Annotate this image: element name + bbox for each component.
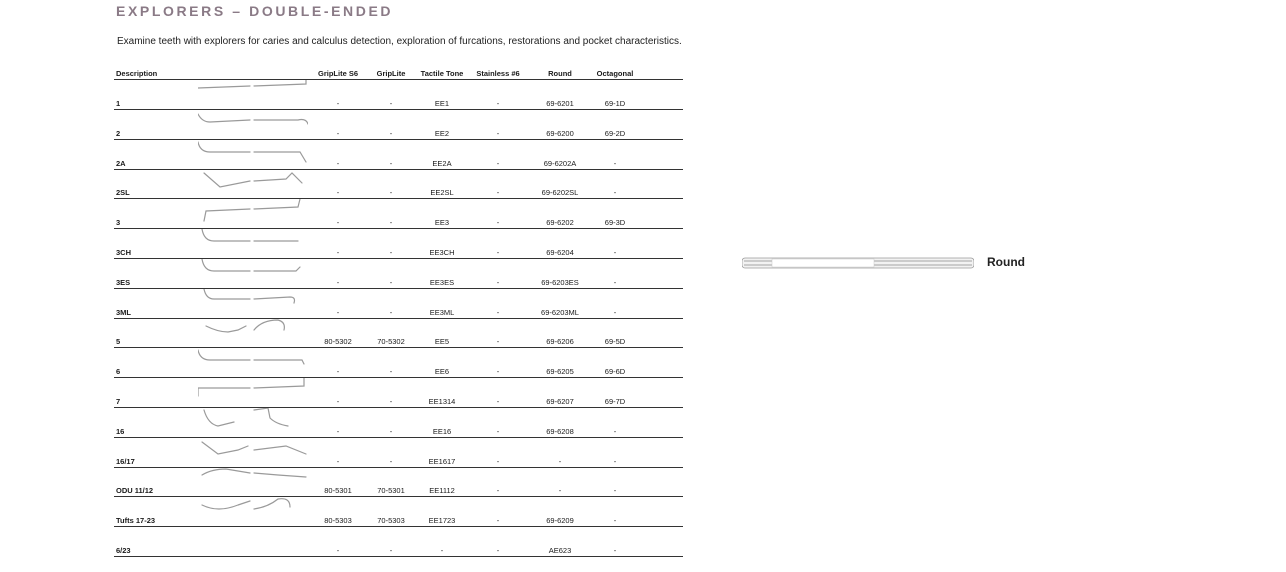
cell-stainless-6: - <box>496 277 500 287</box>
cell-stainless-6: - <box>496 516 500 526</box>
cell-round: AE623 <box>548 546 572 555</box>
cell-stainless-6: - <box>496 248 500 257</box>
table-row <box>114 378 683 408</box>
cell-tactile-tone: EE1723 <box>428 516 456 526</box>
cell-octagonal: - <box>613 516 617 526</box>
page-title: EXPLORERS – DOUBLE-ENDED <box>116 3 394 19</box>
cell-description: 2 <box>116 128 121 138</box>
explorer-tip-icon <box>198 140 308 168</box>
cell-octagonal: 69-6D <box>604 367 626 377</box>
cell-round: 69-6209 <box>546 516 574 526</box>
cell-description: 3CH <box>116 248 132 257</box>
cell-griplite-s6: - <box>336 218 340 228</box>
col-round: Round <box>548 69 572 78</box>
cell-stainless-6: - <box>496 397 500 406</box>
cell-griplite-s6: - <box>336 188 340 198</box>
cell-octagonal: - <box>613 546 617 555</box>
cell-griplite-s6: 80-5301 <box>324 486 352 496</box>
cell-griplite: - <box>389 188 393 198</box>
cell-stainless-6: - <box>496 367 500 377</box>
cell-stainless-6: - <box>496 218 500 228</box>
cell-griplite-s6: - <box>336 277 340 287</box>
cell-griplite: 70-5303 <box>377 516 405 526</box>
col-tactile-tone: Tactile Tone <box>420 69 464 78</box>
cell-tactile-tone: - <box>440 546 444 555</box>
cell-griplite-s6: 80-5302 <box>324 337 352 347</box>
cell-tactile-tone: EE16 <box>432 426 452 436</box>
table-row <box>114 259 683 289</box>
cell-description: 6 <box>116 367 121 377</box>
cell-tactile-tone: EE3ES <box>429 277 455 287</box>
cell-round: 69-6204 <box>546 248 574 257</box>
cell-octagonal: - <box>613 248 617 257</box>
explorer-tip-icon <box>198 467 308 495</box>
cell-stainless-6: - <box>496 426 500 436</box>
cell-octagonal: 69-3D <box>604 218 626 228</box>
table-row <box>114 527 683 557</box>
cell-tactile-tone: EE2 <box>434 128 450 138</box>
explorer-tip-icon <box>198 289 308 317</box>
explorer-tip-icon <box>198 318 308 346</box>
cell-griplite: - <box>389 397 393 406</box>
cell-tactile-tone: EE5 <box>434 337 450 347</box>
table-row <box>114 199 683 229</box>
cell-griplite: 70-5301 <box>377 486 405 496</box>
cell-octagonal: 69-7D <box>604 397 626 406</box>
cell-griplite: - <box>389 546 393 555</box>
table-row <box>114 467 683 497</box>
cell-griplite-s6: - <box>336 546 340 555</box>
explorer-tip-icon <box>198 408 308 436</box>
cell-griplite: - <box>389 158 393 168</box>
cell-round: 69-6202 <box>546 218 574 228</box>
cell-griplite-s6: - <box>336 397 340 406</box>
cell-round: 69-6205 <box>546 367 574 377</box>
cell-griplite-s6: - <box>336 426 340 436</box>
col-griplite: GripLite <box>376 69 406 78</box>
cell-stainless-6: - <box>496 456 500 466</box>
cell-griplite: - <box>389 128 393 138</box>
cell-round: 69-6202SL <box>541 188 579 198</box>
cell-griplite: - <box>389 307 393 317</box>
cell-tactile-tone: EE3ML <box>429 307 455 317</box>
table-header <box>114 68 683 80</box>
cell-tactile-tone: EE2A <box>432 158 452 168</box>
cell-description: 3ES <box>116 277 131 287</box>
explorer-tip-icon <box>198 110 308 138</box>
cell-griplite-s6: - <box>336 128 340 138</box>
cell-tactile-tone: EE1112 <box>429 486 455 496</box>
col-octagonal: Octagonal <box>596 69 634 78</box>
cell-round: 69-6203ML <box>541 307 579 317</box>
cell-stainless-6: - <box>496 158 500 168</box>
table-row <box>114 289 683 319</box>
col-stainless-6: Stainless #6 <box>476 69 520 78</box>
cell-griplite: - <box>389 426 393 436</box>
table-row <box>114 229 683 259</box>
table-row <box>114 348 683 378</box>
cell-stainless-6: - <box>496 307 500 317</box>
cell-round: 69-6206 <box>546 337 574 347</box>
cell-round: 69-6201 <box>546 99 574 108</box>
cell-tactile-tone: EE1617 <box>428 456 456 466</box>
table-row <box>114 408 683 438</box>
explorer-tip-icon <box>198 378 308 406</box>
cell-griplite-s6: - <box>336 248 340 257</box>
cell-description: 2A <box>116 158 126 168</box>
cell-stainless-6: - <box>496 188 500 198</box>
cell-description: 3ML <box>116 307 131 317</box>
cell-octagonal: - <box>613 426 617 436</box>
cell-stainless-6: - <box>496 546 500 555</box>
col-description: Description <box>116 69 158 78</box>
cell-griplite-s6: - <box>336 307 340 317</box>
table-row <box>114 438 683 468</box>
cell-description: 16 <box>116 426 125 436</box>
cell-tactile-tone: EE1314 <box>428 397 456 406</box>
cell-round: 69-6202A <box>543 158 577 168</box>
table-row <box>114 110 683 140</box>
table-row <box>114 140 683 170</box>
cell-description: 6/23 <box>116 546 131 555</box>
cell-tactile-tone: EE3CH <box>429 248 455 257</box>
explorer-tip-icon <box>198 169 308 197</box>
cell-octagonal: 69-1D <box>604 99 626 108</box>
round-handle-icon <box>742 254 974 272</box>
cell-description: 7 <box>116 397 121 406</box>
cell-griplite-s6: - <box>336 99 340 108</box>
cell-stainless-6: - <box>496 99 500 108</box>
cell-description: 1 <box>116 99 121 108</box>
cell-griplite-s6: - <box>336 158 340 168</box>
cell-round: 69-6203ES <box>541 277 579 287</box>
table-row <box>114 497 683 527</box>
explorer-tip-icon <box>198 497 308 525</box>
cell-tactile-tone: EE3 <box>434 218 450 228</box>
explorer-tip-icon <box>198 80 308 108</box>
table-row <box>114 80 683 110</box>
table-row <box>114 318 683 348</box>
cell-stainless-6: - <box>496 486 500 496</box>
cell-octagonal: 69-2D <box>604 128 626 138</box>
cell-round: - <box>558 456 562 466</box>
explorer-tip-icon <box>198 229 308 257</box>
cell-description: ODU 11/12 <box>116 486 154 496</box>
cell-griplite: - <box>389 367 393 377</box>
cell-griplite: 70-5302 <box>377 337 405 347</box>
cell-description: 3 <box>116 218 121 228</box>
explorer-tip-icon <box>198 199 308 227</box>
cell-griplite-s6: - <box>336 367 340 377</box>
cell-griplite: - <box>389 99 393 108</box>
cell-tactile-tone: EE1 <box>434 99 450 108</box>
cell-description: 5 <box>116 337 121 347</box>
cell-octagonal: - <box>613 158 617 168</box>
round-handle-label: Round <box>987 255 1025 269</box>
cell-tactile-tone: EE2SL <box>430 188 454 198</box>
cell-stainless-6: - <box>496 128 500 138</box>
explorer-tip-icon <box>198 438 308 466</box>
cell-octagonal: 69-5D <box>604 337 626 347</box>
explorer-tip-icon <box>198 348 308 376</box>
cell-round: 69-6200 <box>546 128 574 138</box>
cell-round: - <box>558 486 562 496</box>
cell-griplite: - <box>389 218 393 228</box>
cell-description: 2SL <box>116 188 130 198</box>
cell-octagonal: - <box>613 486 617 496</box>
cell-description: 16/17 <box>116 456 135 466</box>
cell-description: Tufts 17-23 <box>116 516 156 526</box>
cell-octagonal: - <box>613 188 617 198</box>
cell-griplite-s6: - <box>336 456 340 466</box>
col-griplite-s6: GripLite S6 <box>317 69 359 78</box>
cell-stainless-6: - <box>496 337 500 347</box>
cell-octagonal: - <box>613 456 617 466</box>
cell-octagonal: - <box>613 307 617 317</box>
cell-griplite: - <box>389 456 393 466</box>
table-row <box>114 169 683 199</box>
cell-tactile-tone: EE6 <box>434 367 450 377</box>
cell-round: 69-6208 <box>546 426 574 436</box>
explorer-tip-icon <box>198 259 308 287</box>
cell-octagonal: - <box>613 277 617 287</box>
cell-griplite-s6: 80-5303 <box>324 516 352 526</box>
cell-round: 69-6207 <box>546 397 574 406</box>
intro-text: Examine teeth with explorers for caries and calculus detection, exploration of furcations, restorations and pocket characteristics. <box>117 36 682 47</box>
cell-griplite: - <box>389 248 393 257</box>
cell-griplite: - <box>389 277 393 287</box>
